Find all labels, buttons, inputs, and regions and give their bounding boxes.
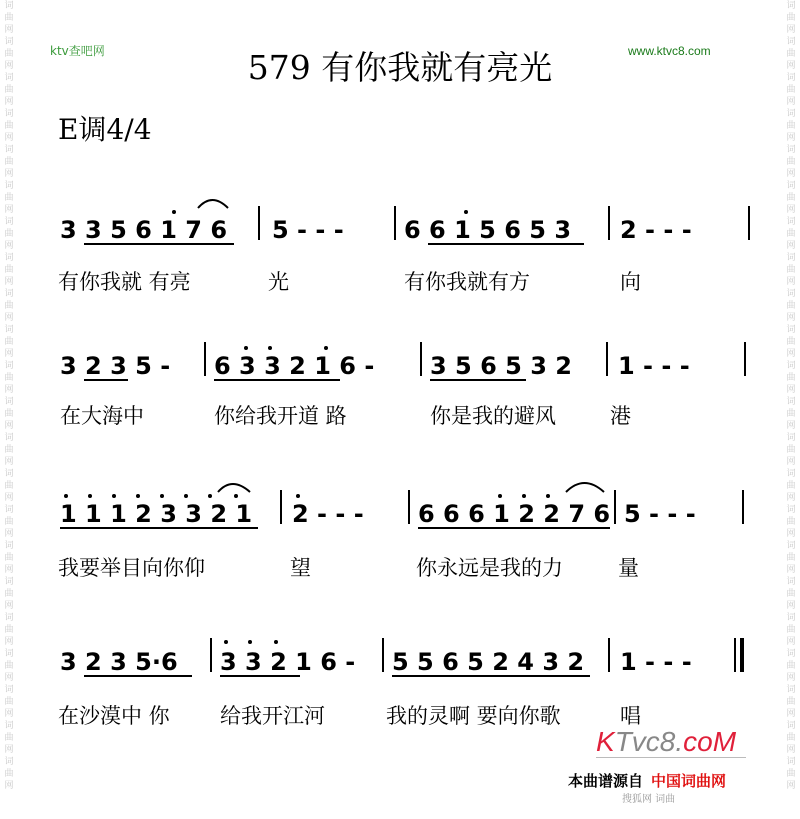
lyric-row-3-a: 我要举目向你仰 [58, 556, 205, 580]
lyric-row-2-b: 你给我开道 路 [214, 404, 347, 428]
lyric-row-2-c: 你是我的避风 [430, 404, 556, 428]
end-bar-thick [740, 638, 744, 672]
source-site-link[interactable]: 中国词曲网 [651, 772, 727, 790]
lyric-row-1-a: 有你我就 有亮 [58, 270, 191, 294]
lyric-row-3-c: 你永远是我的力 [416, 556, 563, 580]
score-row-4 [60, 640, 692, 676]
notes-row-2-m4: 1 - - - [618, 352, 690, 380]
bar-line [614, 490, 616, 524]
lyric-row-2-d: 港 [610, 404, 631, 428]
site-label-left[interactable]: ktv查吧网 [50, 44, 105, 58]
score-row-1 [60, 200, 692, 244]
lyric-row-1-d: 向 [620, 270, 641, 294]
bar-line [748, 206, 750, 240]
notes-row-2-m3: 3 5 6 5 3 2 [430, 352, 572, 380]
notes-row-2-m2: 6 3 3 2 1 6 - [214, 352, 375, 380]
lyric-row-1-c: 有你我就有方 [404, 270, 530, 294]
notes-row-3-m1: 1 1 1 2 3 3 2 1 [60, 500, 253, 528]
lyric-row-1-b: 光 [268, 270, 289, 294]
site-url-right[interactable]: www.ktvc8.com [628, 44, 711, 58]
ktvc8-logo[interactable]: KTvc8.coM [596, 726, 737, 757]
bar-line [210, 638, 212, 672]
notes-row-4-m1: 3 2 3 5·6 [60, 648, 178, 676]
bar-line [382, 638, 384, 672]
lyric-row-4-a: 在沙漠中 你 [58, 704, 170, 728]
end-bar-thin [734, 638, 736, 672]
notes-row-3-m4: 5 - - - [624, 500, 696, 528]
bar-line [258, 206, 260, 240]
notes-row-1-m4: 2 - - - [620, 216, 692, 244]
notes-row-1-m2: 5 - - - [272, 216, 344, 244]
source-credit: 本曲谱源自 中国词曲网 [568, 772, 727, 790]
lyric-row-4-c: 我的灵啊 要向你歌 [386, 704, 561, 728]
lyric-row-4-b: 给我开江河 [220, 704, 325, 728]
notes-row-3-m3: 6 6 6 1 2 2 7 6 [418, 500, 611, 528]
bar-line [744, 342, 746, 376]
lyric-row-2-a: 在大海中 [60, 404, 144, 428]
bar-line [408, 490, 410, 524]
notes-row-4-m2: 3 3 2 1 6 - [220, 648, 356, 676]
lyric-row-4-d: 唱 [620, 704, 641, 728]
bar-line [606, 342, 608, 376]
key-signature: E调4/4 [58, 113, 152, 146]
bar-line [742, 490, 744, 524]
bar-line [280, 490, 282, 524]
bar-line [204, 342, 206, 376]
bar-line [608, 638, 610, 672]
notes-row-1-m1: 3 3 5 6 1 7 6 [60, 216, 228, 244]
song-title: 579 有你我就有亮光 [247, 48, 553, 87]
score-row-2 [60, 346, 690, 380]
lyric-row-3-b: 望 [290, 556, 311, 580]
notes-row-3-m2: 2 - - - [292, 500, 364, 528]
bar-line [394, 206, 396, 240]
side-watermark-left: 词 曲 网 词 曲 网 词 曲 网 词 曲 网 词 曲 网 词 曲 网 词 曲 网 词 曲 网 词 曲 网 词 曲 网 词 曲 网 词 曲 网 词 曲 网 词 曲 网 词 曲 网 词 曲 网 词 曲 网 词 曲 网 词 曲 网 词 曲 网 词 曲 网 词 曲 网 [4, 1, 14, 791]
notes-row-2-m1: 3 2 3 5 - [60, 352, 171, 380]
logo-underline [596, 757, 746, 758]
lyric-row-3-d: 量 [618, 556, 639, 580]
side-watermark-right: 词 曲 网 词 曲 网 词 曲 网 词 曲 网 词 曲 网 词 曲 网 词 曲 网 词 曲 网 词 曲 网 词 曲 网 词 曲 网 词 曲 网 词 曲 网 词 曲 网 词 曲 网 词 曲 网 词 曲 网 词 曲 网 词 曲 网 词 曲 网 词 曲 网 词 曲 网 [786, 1, 796, 791]
bar-line [420, 342, 422, 376]
notes-row-4-m3: 5 5 6 5 2 4 3 2 [392, 648, 585, 676]
notes-row-1-m3: 6 6 1 5 6 5 3 [404, 216, 572, 244]
score-row-3 [60, 483, 696, 528]
notes-row-4-m4: 1 - - - [620, 648, 692, 676]
source-sub-text: 搜狐网 词曲 [622, 794, 676, 805]
bar-line [608, 206, 610, 240]
